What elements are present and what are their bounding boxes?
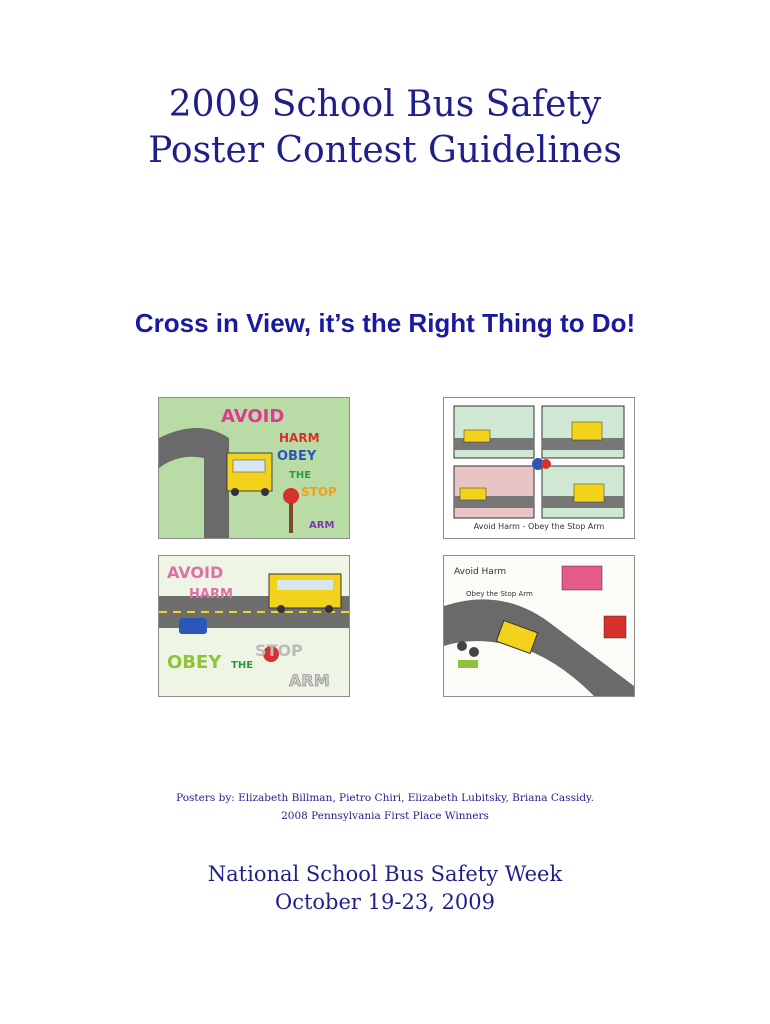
poster-1-harm: HARM (279, 431, 320, 445)
poster-3-obey: OBEY (167, 652, 222, 673)
poster-4-drawing (444, 556, 634, 696)
poster-image-1 (158, 397, 350, 539)
poster-4-obey-the-stop-arm: Obey the Stop Arm (466, 590, 533, 598)
poster-credits (0, 789, 770, 825)
poster-3-harm: HARM (189, 587, 233, 602)
credits-authors: Posters by: Elizabeth Billman, Pietro Chiri, Elizabeth Lubitsky, Briana Cassidy. (176, 792, 594, 804)
poster-1-obey: OBEY (277, 449, 317, 464)
title-line-1: 2009 School Bus Safety (168, 84, 602, 125)
poster-1-avoid: AVOID (221, 406, 285, 427)
contest-theme: Cross in View, it’s the Right Thing to Do! (134, 308, 636, 338)
poster-image-4 (443, 555, 635, 697)
poster-3-stop: STOP (255, 641, 303, 660)
poster-1-drawing (159, 398, 349, 538)
poster-3-arm: ARM (289, 671, 330, 690)
poster-4-avoid-harm: Avoid Harm (454, 567, 507, 577)
poster-3-the: THE (231, 660, 254, 671)
event-name: National School Bus Safety Week (207, 862, 563, 886)
poster-3-avoid: AVOID (167, 563, 224, 582)
event-dates: October 19-23, 2009 (275, 890, 495, 914)
poster-1-arm: ARM (309, 520, 335, 531)
poster-image-3 (158, 555, 350, 697)
event-info (0, 860, 770, 916)
poster-image-2 (443, 397, 635, 539)
poster-1-the: THE (289, 470, 312, 481)
poster-2-drawing (444, 398, 634, 538)
title-line-2: Poster Contest Guidelines (148, 130, 622, 171)
poster-1-stop: STOP (301, 485, 337, 499)
poster-3-drawing (159, 556, 349, 696)
document-title (0, 82, 770, 174)
poster-2-caption: Avoid Harm - Obey the Stop Arm (473, 522, 605, 531)
credits-award: 2008 Pennsylvania First Place Winners (281, 810, 489, 822)
